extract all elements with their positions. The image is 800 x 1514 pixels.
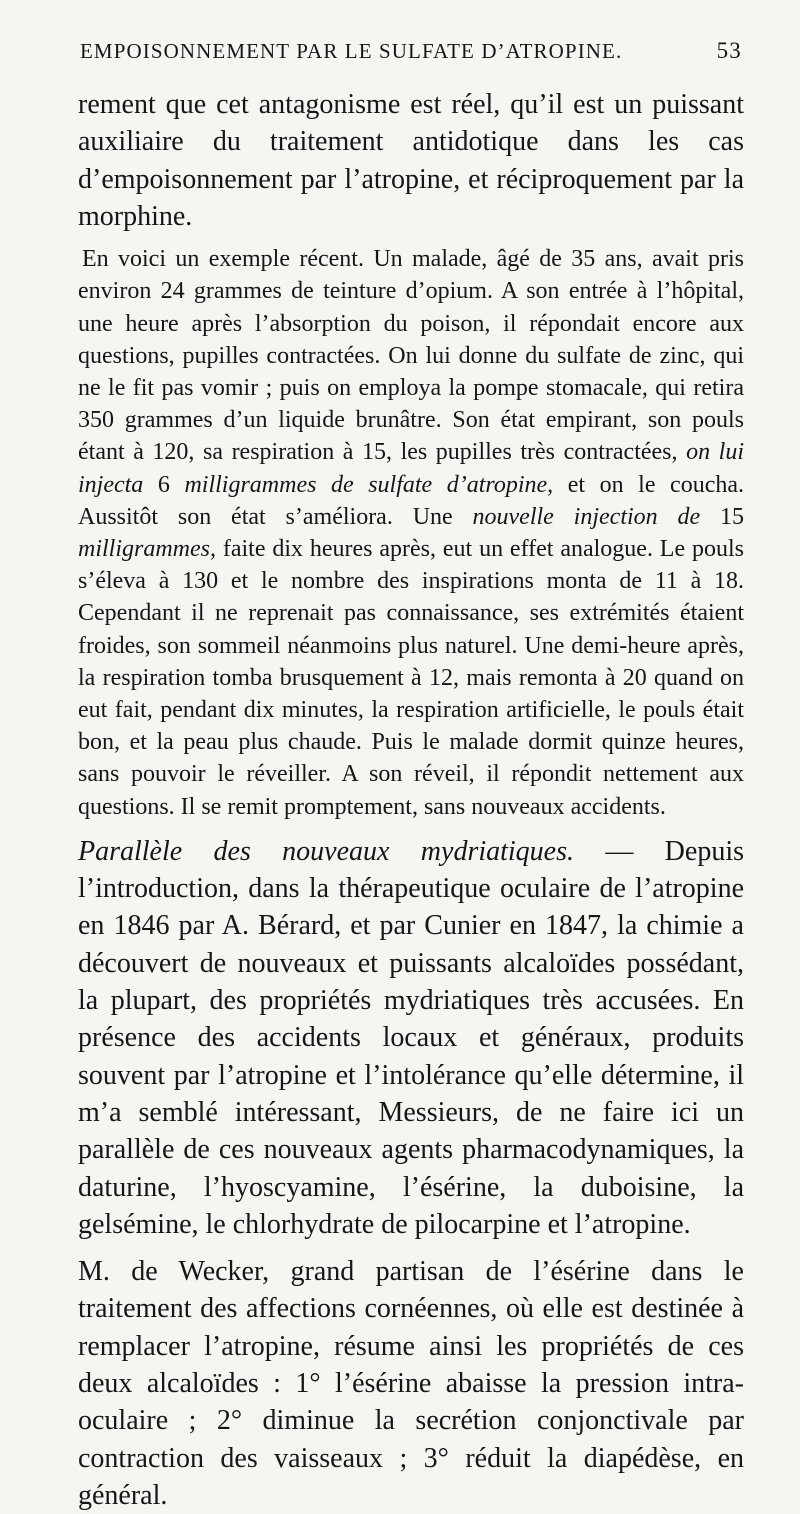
case-italic-2: milligrammes de sulfate d’atropine, xyxy=(184,471,554,498)
case-italic-1: on lui injecta xyxy=(78,439,744,498)
running-header xyxy=(80,38,742,64)
paragraph-continuation: rement que cet antagonisme est réel, qu’il est un puissant auxiliaire du traitement antidotique dans les cas d’empoisonnement par l’atropine, et réciproquement par la morphine. xyxy=(78,89,744,232)
page-number: 53 xyxy=(716,38,742,63)
paragraph-mydriatics xyxy=(78,833,744,1243)
running-title: EMPOISONNEMENT PAR LE SULFATE D’ATROPINE. xyxy=(80,39,623,63)
case-text-5: faite dix heures après, eut un effet analogue. Le pouls s’éleva à 130 et le nombre des inspirations monta de 11 à 18. Cependant il ne reprenait pas connaissance, ses extrémités étaient froides, son sommeil néanmoins plus naturel. Une demi-heure après, la respiration tomba brusquement à 12, mais remonta à 20 quand on eut fait, pendant dix minutes, la respiration artificielle, le pouls était bon, et la peau plus chaude. Puis le malade dormit quinze heures, sans pouvoir le réveiller. A son réveil, il répondit nettement aux questions. Il se remit promptement, sans nouveaux accidents. xyxy=(78,536,744,820)
case-italic-4: milligrammes, xyxy=(78,536,216,563)
section-heading: Parallèle des nouveaux mydriatiques. xyxy=(78,835,575,867)
paragraph-wecker: M. de Wecker, grand partisan de l’ésérine dans le traitement des affections cornéennes, où elle est destinée à remplacer l’atropine, résume ainsi les propriétés de ces deux alcaloïdes : 1° l’ésérine abaisse la pression intra-oculaire ; 2° diminue la secrétion conjonctivale par contraction des vaisseaux ; 3° réduit la diapédèse, en général. xyxy=(78,1256,744,1511)
mydriatics-text: — Depuis l’introduction, dans la thérapeutique oculaire de l’atropine en 1846 par A. Bérard, et par Cunier en 1847, la chimie a découvert de nouveaux et puissants alcaloïdes possédant, la plupart, des propriétés mydriatiques très accusées. En présence des accidents locaux et généraux, produits souvent par l’atropine et l’intolérance qu’elle détermine, il m’a semblé intéressant, Messieurs, de ne faire ici un parallèle de ces nouveaux agents pharmacodynamiques, la daturine, l’hyoscyamine, l’ésérine, la duboisine, la gelsémine, le chlorhydrate de pilocarpine et l’atropine. xyxy=(78,835,745,1240)
paragraph-case-example xyxy=(78,243,744,823)
case-text-3: et on le coucha. Aussitôt son état s’améliora. Une xyxy=(78,471,745,530)
page-body xyxy=(78,86,744,1514)
case-text-1: En voici un exemple récent. Un malade, âgé de 35 ans, avait pris environ 24 grammes de teinture d’opium. A son entrée à l’hôpital, une heure après l’absorption du poison, il répondait encore aux questions, pupilles contractées. On lui donne du sulfate de zinc, qui ne le fit pas vomir ; puis on employa la pompe stomacale, qui retira 350 grammes d’un liquide brunâtre. Son état empirant, son pouls étant à 120, sa respiration à 15, les pupilles très contractées, xyxy=(78,246,744,466)
case-text-4: 15 xyxy=(700,503,745,530)
case-italic-3: nouvelle injection de xyxy=(472,503,701,530)
case-text-2: 6 xyxy=(143,471,185,498)
